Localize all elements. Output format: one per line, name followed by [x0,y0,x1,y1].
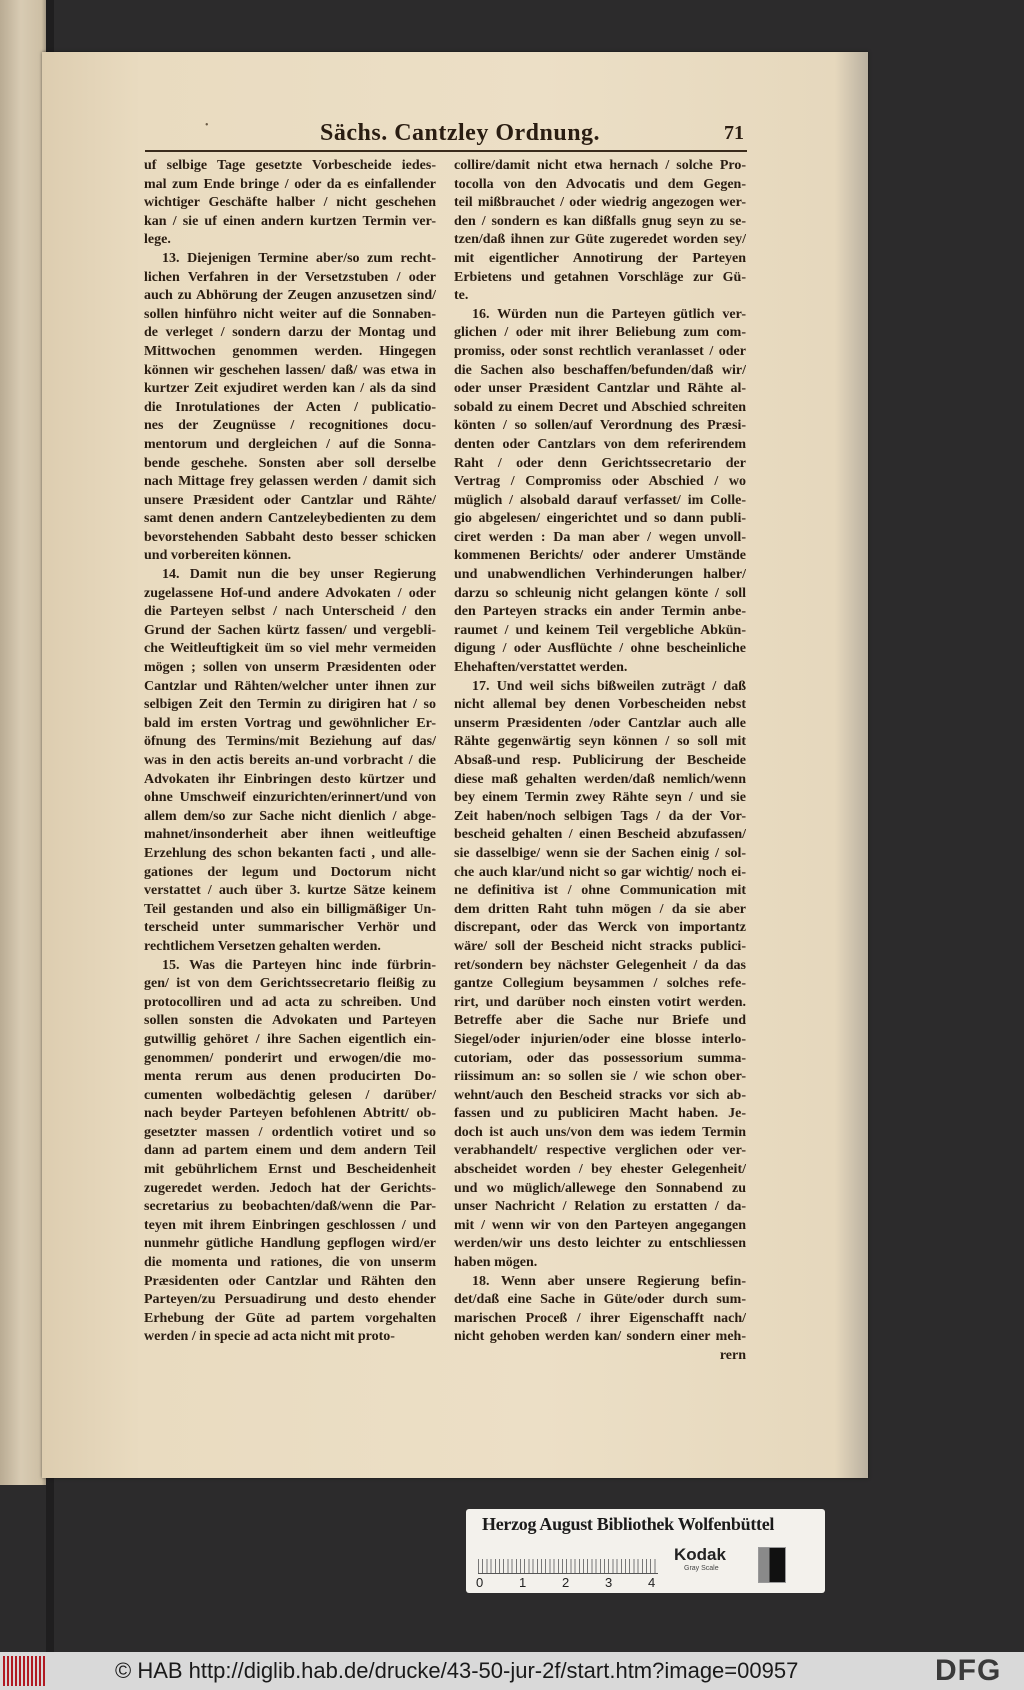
text-line: bald im ersten Vortrag und gewöhnlicher Er- [144,715,436,731]
text-line: Raht / oder denn Gerichtssecretario der [454,455,746,471]
text-line: kurtzer Zeit exjudiret werden kan / als da sind [144,381,436,397]
text-line: Absaß-und resp. Publicirung der Bescheide [454,753,746,768]
text-line: bende geschehe. Sonsten aber soll derselbe [144,455,436,471]
text-line: verabhandelt/ respective verglichen oder ver- [454,1143,746,1159]
text-line: Erzehlung des schon bekanten facti , und alle- [144,845,436,861]
text-line: nicht allemal bey denen Vorbescheiden nebst [454,697,746,713]
text-line: bevorstehenden Sabbaht desto besser schicken [144,529,436,545]
text-line: rechtlichem Versetzen gehalten werden. [144,938,381,954]
text-line: mentorum und dergleichen / auf die Sonna- [144,436,436,452]
ruler-number: 1 [519,1575,527,1590]
text-line: gesetzter massen / ordentlich votiret und so [144,1124,436,1140]
library-name: Herzog August Bibliothek Wolfenbüttel [482,1514,775,1534]
text-line: unser Nachricht / Relation zu erstatten / da- [454,1199,746,1215]
text-line: Zeit haben/noch selbigen Tags / da der Vor- [454,808,746,824]
text-line: fassen und zu publiciren Macht haben. Je- [454,1106,746,1122]
text-line: 15. Was die Parteyen hinc inde fürbrin- [162,957,436,973]
text-line: promiss, oder sonst rechtlich veranlasset / oder [454,343,746,359]
text-line: werden/wir uns desto leichter zu entschliessen [454,1236,746,1252]
text-line: die Parteyen selbst / nach Unterscheid / den [144,604,436,620]
text-line: bey einem Termin zwey Rähte seyn / und sie [454,790,746,806]
text-line: kommenen Berichts/ oder anderer Umstände [454,548,746,564]
text-line: zugeredet werden. Jedoch hat der Gerichts- [144,1180,436,1196]
text-line: terscheid unter summarischer Verhör und [144,920,436,936]
text-line: die Inrotulationes der Acten / publicatio- [144,399,436,415]
text-line: nicht gehoben werden kan/ sondern einer meh- [454,1329,746,1345]
text-line: können wir geschehen lassen/ daß/ was etwa in [144,362,436,378]
text-line: che Weitleuftigkeit üm so viel mehr vermeiden [144,641,436,657]
text-line: sie dasselbige/ wenn sie der Sachen einig / sol- [454,845,746,861]
text-line: selbigen Zeit den Termin zu dirigiren hat / so [144,697,436,713]
text-line: 17. Und weil sichs bißweilen zuträgt / daß [472,678,746,694]
text-line: Advokaten ihr Einbringen desto kürtzer und [144,771,436,787]
text-line: cumenten wolbedächtig gelesen / darüber/ [144,1087,436,1103]
text-line: sollen hinführo nicht weiter auf die Sonnaben- [144,306,436,322]
text-line: haben mögen. [454,1255,538,1271]
text-line: den / sondern es kan dißfalls gnug seyn zu se- [454,213,746,229]
text-line: doch ist auch uns/von dem was iedem Termin [454,1124,746,1140]
left-text-column [144,157,436,1347]
text-line: ohne Umschweif einzurichten/erinnert/und von [144,790,436,806]
text-line: mit gebührlichem Ernst und Bescheidenheit [144,1162,436,1178]
text-line: discrepant, oder das Werck von importantz [454,920,746,936]
text-line: öfnung des Termins/mit Beziehung auf das/ [144,734,436,750]
text-line: uf selbige Tage gesetzte Vorbescheide iedes- [144,158,436,173]
text-line: und wo müglich/allewege den Sonnabend zu [454,1180,746,1196]
kodak-brand: Kodak [674,1545,726,1564]
text-line: teil mißbrauchet / oder wiedrig angezogen wer- [454,195,746,211]
text-line: Grund der Sachen kürtz fassen/ und vergebli- [144,622,436,638]
text-line: sobald zu einem Decret und Abschied schreiten [454,399,746,415]
text-line: unsere Præsident oder Cantzlar und Rähte/ [144,492,436,508]
text-line: de verleget / sondern darzu der Montag und [144,325,436,341]
ruler-number: 0 [476,1575,484,1590]
text-line: müglich / alsobald darauf verfasset/ im Colle- [454,492,746,508]
page-number: 71 [724,122,744,144]
text-line: Cantzlar und Rähten/welcher unter ihnen zur [144,678,436,694]
text-line: mit / wenn wir von den Parteyen angegangen [454,1217,746,1233]
text-line: Ehehaften/verstattet werden. [454,660,628,676]
text-line: mögen ; sollen von unserm Præsidenten oder [144,660,436,676]
text-line: lege. [144,232,171,248]
text-line: rirt, und darüber noch einsten votirt werden. [454,994,746,1010]
text-line: cutoriam, oder das possessorium summa- [454,1050,746,1066]
text-line: sollen sonsten die Advokaten und Parteyen [144,1013,436,1029]
text-line: 18. Wenn aber unsere Regierung befin- [472,1273,746,1289]
text-line: collire/damit nicht etwa hernach / solche Pro- [454,158,746,173]
text-line: die Sachen also beschaffen/befunden/daß wir/ [454,362,746,378]
library-color-card [466,1509,825,1593]
header-rule [145,150,747,152]
text-line: gutwillig gehöret / ihre Sachen eigentlich ein- [144,1031,436,1047]
text-line: verstattet / auch über 3. kurtze Sätze keinem [144,883,436,899]
text-line: Mittwochen genommen werden. Hingegen [144,343,436,359]
text-line: und vorbereiten können. [144,548,292,564]
dfg-logo: DFG [935,1654,1002,1687]
text-line: Præsidenten oder Cantzlar und Rähten den [144,1273,436,1289]
text-line: gen/ ist von dem Gerichtssecretario fleißig zu [144,976,436,992]
text-line: Betreffe aber die Sache nur Briefe und [454,1013,746,1029]
text-line: gationes der legum und Doctorum nicht [144,864,436,880]
text-line: rern [719,1348,746,1363]
text-line: den Parteyen stracks ein ander Termin anbe- [454,604,746,620]
ink-mark: • [205,120,209,131]
text-line: und unabwendlichen Verhinderungen halber/ [454,567,746,583]
text-line: die momenta und rationes, die von unserm [144,1255,436,1271]
right-text-column [454,157,746,1366]
text-line: gantze Collegium beysammen / solches refe- [454,976,746,992]
text-line: riissimum an: so sollen sie / wie schon ober- [454,1069,746,1085]
text-line: nes der Zeugnüsse / recognitiones docu- [144,418,436,434]
text-line: dem dritten Raht tuhn mögen / da sie aber [454,901,746,917]
text-line: werden / in specie ad acta nicht mit proto- [144,1329,395,1345]
text-line: Erhebung der Güte ad partem vorgehalten [144,1310,436,1326]
text-line: abscheidet worden / bey ehester Gelegenheit/ [454,1162,746,1178]
running-head: Sächs. Cantzley Ordnung. [320,120,601,146]
text-line: glichen / oder mit ihrer Beliebung zum com- [454,325,746,341]
text-line: mit eigentlicher Annotirung der Parteyen [454,250,746,266]
text-line: dann ad partem einem und dem andern Teil [144,1143,436,1159]
text-line: Erbietens und getahnen Vorschläge zur Gü- [454,269,746,285]
text-line: wehnt/auch den Bescheid stracks vor sich ab- [454,1087,746,1103]
text-line: che auch klar/und nicht so gar wichtig/ noch ei- [454,864,746,880]
text-line: Vertrag / Compromiss oder Abschied / wo [454,474,746,490]
text-line: was in den actis bereits an-und vorbracht / die [144,753,436,768]
text-line: teyen mit ihrem Einbringen geschlossen / und [144,1217,436,1233]
text-line: menta rerum aus denen producirten Do- [144,1069,436,1085]
text-line: nunmehr gütliche Handlung gepflogen wird/er [144,1236,436,1252]
text-line: auch zu Abhörung der Zeugen anzusetzen sind/ [144,288,436,304]
text-line: unserm Præsidenten /oder Cantzlar auch alle [454,715,746,731]
text-line: det/daß eine Sache in Güte/oder durch sum- [454,1292,746,1308]
text-line: oder unser Præsident Cantzlar und Rähte al- [454,381,746,397]
text-line: nach Mittage frey gelassen werden / damit sich [144,474,436,490]
gray-scale-patch [758,1547,786,1583]
text-line: digung / oder Ausflüchte / ohne bescheinliche [454,641,746,657]
text-line: gio abgelesen/ eingerichtet und so dann publi- [454,511,746,527]
text-line: secretarius zu beobachten/daß/wenn die Par- [144,1199,436,1215]
text-line: zugelassene Hof-und andere Advokaten / oder [144,585,436,601]
text-line: lichen Verfahren in der Versetzstuben / oder [144,269,436,285]
text-line: mal zum Ende bringe / oder da es einfallender [144,176,436,192]
text-line: Rähte gegenwärtig seyn können / so soll mit [454,734,746,750]
scale-ruler [478,1543,658,1574]
text-line: tocolla von den Advocatis und dem Gegen- [454,176,746,192]
text-line: ne definitiva ist / ohne Communication mit [454,883,746,899]
text-line: Parteyen/zu Persuadirung und desto ehender [144,1292,436,1308]
hab-logo-icon [3,1656,45,1686]
text-line: raumet / und keinem Teil vergebliche Abkün- [454,622,746,638]
text-line: ciret werden : Da man aber / wegen unvoll- [454,529,746,545]
text-line: marischen Proceß / ihrer Eigenschafft nach/ [454,1310,746,1326]
text-line: Siegel/oder injurien/oder eine blosse interlo- [454,1031,746,1047]
text-line: samt denen andern Cantzeleybedienten zu dem [144,511,436,527]
text-line: te. [454,288,469,304]
text-line: denten oder Cantzlars von dem referirendem [454,436,746,452]
text-line: Teil gestanden und also ein billigmäßiger Un- [144,901,436,917]
text-line: wäre/ soll der Bescheid nicht stracks publici- [454,938,746,954]
text-line: bescheid gehalten / einen Bescheid abzufassen/ [454,827,746,843]
text-line: ret/sondern bey nächster Gelegenheit / da das [454,957,746,973]
text-line: diese maß gehalten werden/daß nemlich/wenn [454,771,746,787]
text-line: protocolliren und ad acta zu schreiben. Und [144,994,436,1010]
text-line: tzen/daß ihnen zur Güte zugeredet worden sey/ [454,232,746,248]
copyright-url: © HAB http://diglib.hab.de/drucke/43-50-jur-2f/start.htm?image=00957 [115,1658,799,1683]
footer-bar [0,1652,1024,1690]
text-line: 16. Würden nun die Parteyen gütlich ver- [472,306,746,322]
text-line: mahnet/insonderheit aber ihnen weitleuftige [144,827,436,843]
text-line: 14. Damit nun die bey unser Regierung [162,567,436,583]
ruler-number: 2 [562,1575,570,1590]
text-line: genommen/ ponderirt und erwogen/die mo- [144,1050,436,1066]
text-line: wichtiger Geschäfte halber / nicht geschehen [144,195,436,211]
ruler-number: 4 [648,1575,656,1590]
text-line: kan / sie uf einen andern kurtzen Termin ver- [144,213,436,229]
text-line: könten / so sollen/auf Verordnung des Præsi- [454,418,746,434]
text-line: nach beyder Parteyen befohlenen Abtritt/ ob- [144,1106,436,1122]
ruler-number: 3 [605,1575,613,1590]
gray-scale-label: Gray Scale [684,1565,719,1572]
text-line: allem dem/so zur Sache nicht dienlich / abge- [144,808,436,824]
text-line: 13. Diejenigen Termine aber/so zum recht- [162,250,436,266]
text-line: darzu so schleunig nicht gelangen könte / soll [454,585,746,601]
